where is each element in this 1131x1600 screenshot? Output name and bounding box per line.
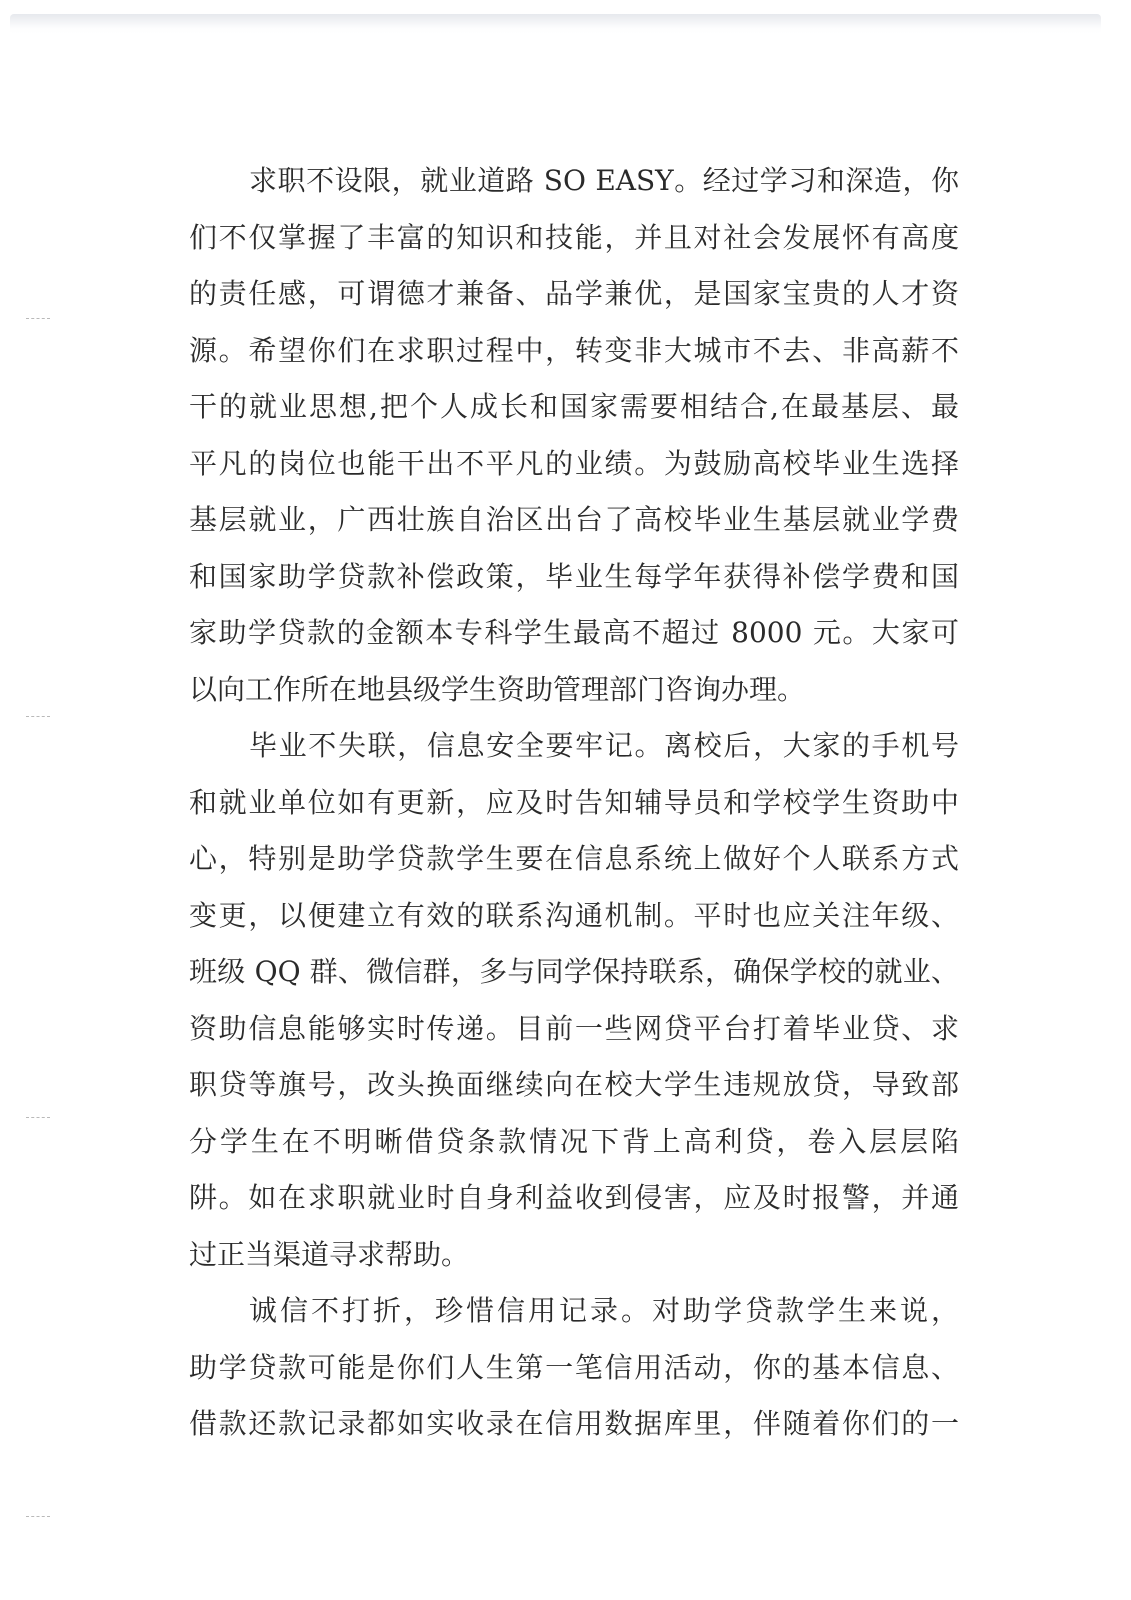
text-line: 借款还款记录都如实收录在信用数据库里，伴随着你们的一 <box>189 1407 959 1440</box>
paragraph-credit-record <box>189 1283 959 1453</box>
document-body <box>0 153 1131 1453</box>
text-line: 毕业不失联，信息安全要牢记。离校后，大家的手机号 <box>249 729 959 762</box>
text-line: 变更，以便建立有效的联系沟通机制。平时也应关注年级、 <box>189 898 959 932</box>
text-line: 助学贷款可能是你们人生第一笔信用活动，你的基本信息、 <box>189 1350 959 1384</box>
text-line: 们不仅掌握了丰富的知识和技能，并且对社会发展怀有高度 <box>189 220 959 254</box>
text-line: 家助学贷款的金额本专科学生最高不超过 8000 元。大家可 <box>189 616 959 649</box>
text-line: 资助信息能够实时传递。目前一些网贷平台打着毕业贷、求 <box>189 1011 959 1045</box>
text-line: 职贷等旗号，改头换面继续向在校大学生违规放贷，导致部 <box>189 1068 959 1101</box>
text-line: 和就业单位如有更新，应及时告知辅导员和学校学生资助中 <box>189 785 959 819</box>
paragraph-job-seeking <box>189 153 959 718</box>
paragraph-stay-connected <box>189 718 959 1283</box>
scan-top-edge <box>10 14 1101 34</box>
text-line: 诚信不打折，珍惜信用记录。对助学贷款学生来说， <box>249 1294 959 1327</box>
text-line: 求职不设限，就业道路 SO EASY。经过学习和深造，你 <box>249 164 959 197</box>
text-line: 基层就业，广西壮族自治区出台了高校毕业生基层就业学费 <box>189 503 959 536</box>
text-line: 源。希望你们在求职过程中，转变非大城市不去、非高薪不 <box>189 333 959 367</box>
margin-mark <box>26 1516 50 1517</box>
text-line: 以向工作所在地县级学生资助管理部门咨询办理。 <box>189 672 806 706</box>
text-line: 分学生在不明晰借贷条款情况下背上高利贷，卷入层层陷 <box>189 1124 959 1158</box>
text-line: 平凡的岗位也能干出不平凡的业绩。为鼓励高校毕业生选择 <box>189 446 959 480</box>
text-line: 和国家助学贷款补偿政策，毕业生每学年获得补偿学费和国 <box>189 559 959 593</box>
text-line: 过正当渠道寻求帮助。 <box>189 1237 470 1271</box>
text-line: 阱。如在求职就业时自身利益收到侵害，应及时报警，并通 <box>189 1181 959 1214</box>
text-line: 的责任感，可谓德才兼备、品学兼优，是国家宝贵的人才资 <box>189 277 959 310</box>
text-line: 干的就业思想,把个人成长和国家需要相结合,在最基层、最 <box>189 390 959 423</box>
text-line: 班级 QQ 群、微信群，多与同学保持联系，确保学校的就业、 <box>189 955 959 988</box>
text-line: 心，特别是助学贷款学生要在信息系统上做好个人联系方式 <box>189 842 959 875</box>
